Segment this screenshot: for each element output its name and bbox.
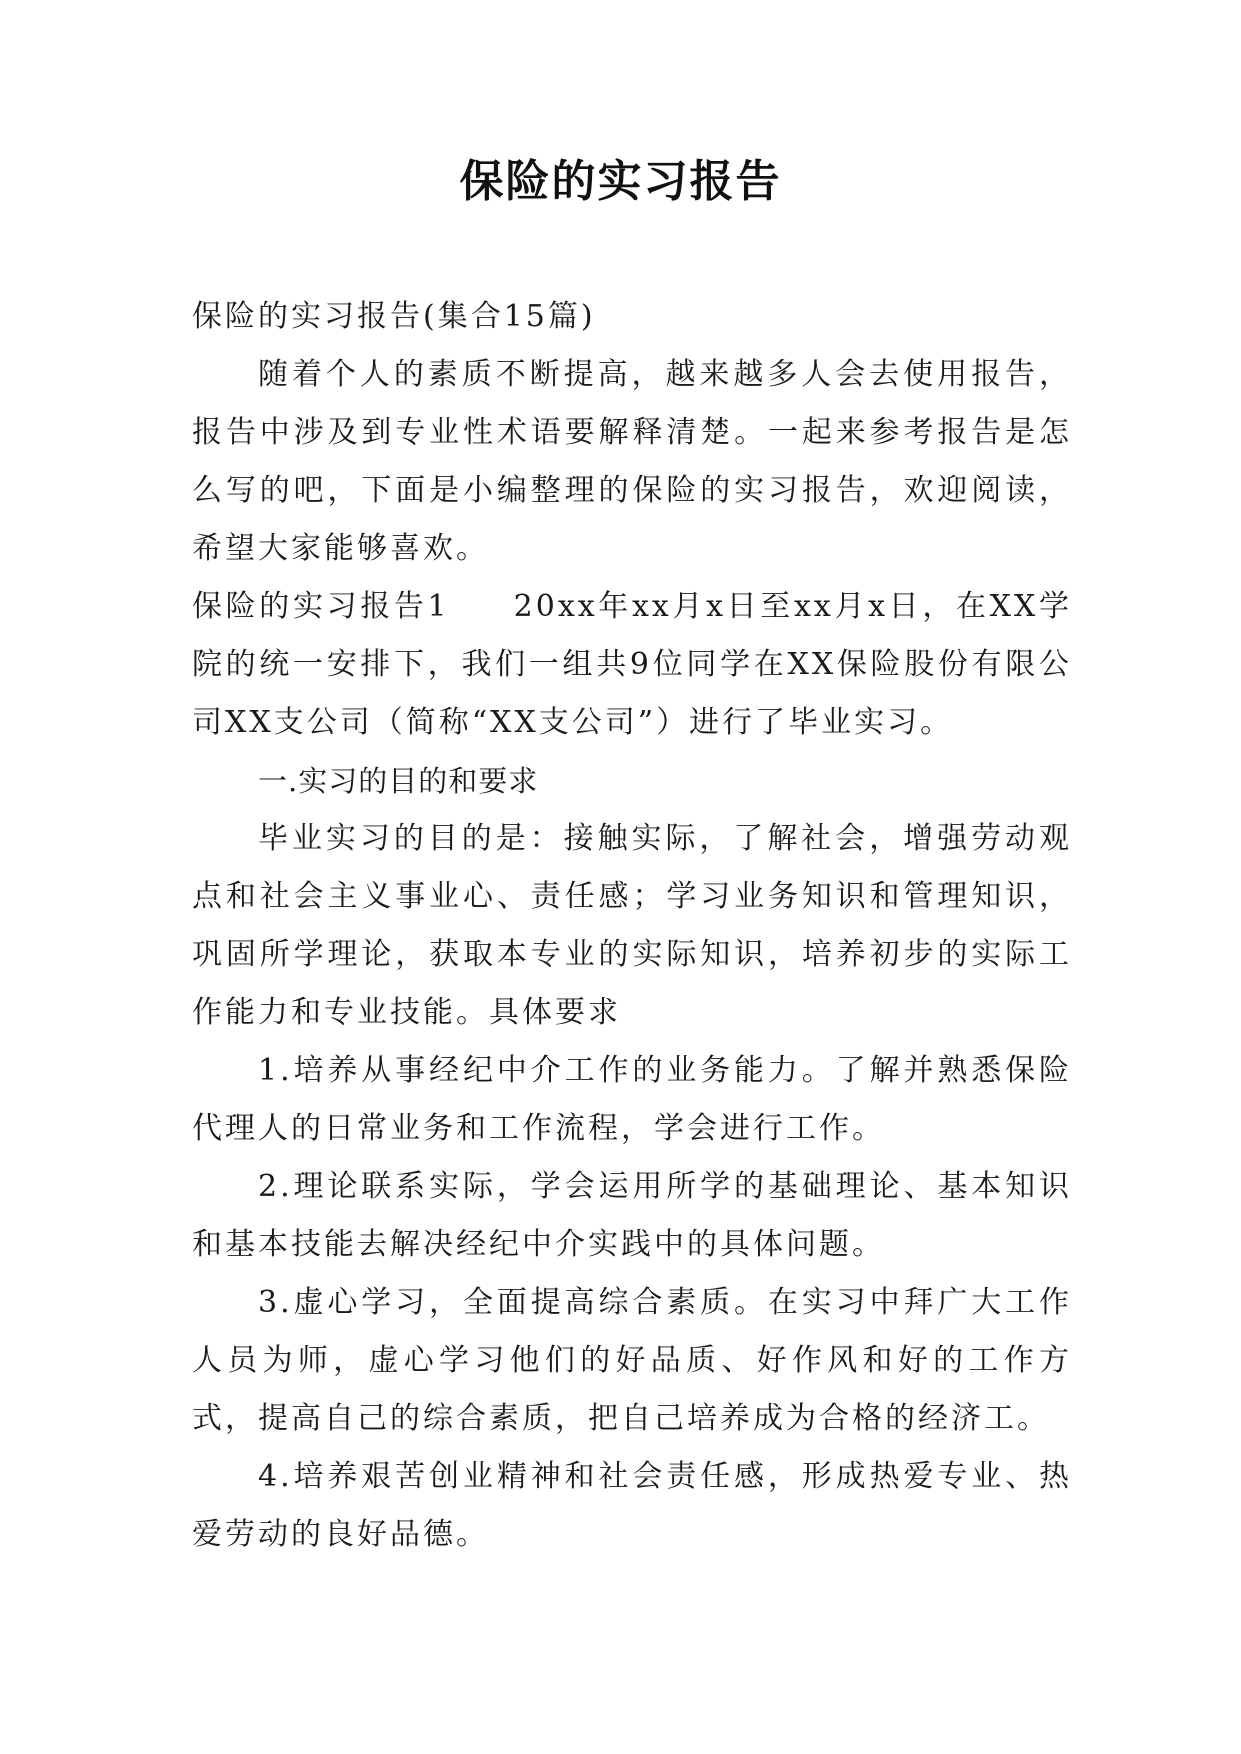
section-1-paragraph: 毕业实习的目的是：接触实际，了解社会，增强劳动观点和社会主义事业心、责任感；学习业务知识和管理知识，巩固所学理论，获取本专业的实际知识，培养初步的实际工作能力和专业技能。具体要求 [192,821,1072,1030]
document-subtitle: 保险的实习报告(集合15篇) [192,299,596,334]
report-1-paragraph [192,578,1072,752]
report-1-body: 20xx年xx月x日至xx月x日，在XX学院的统一安排下，我们一组共9位同学在XX保险股份有限公司XX支公司（简称“XX支公司”）进行了毕业实习。 [192,589,1072,740]
list-item: 4.培养艰苦创业精神和社会责任感，形成热爱专业、热爱劳动的良好品德。 [192,1459,1072,1552]
intro-paragraph: 随着个人的素质不断提高，越来越多人会去使用报告，报告中涉及到专业性术语要解释清楚。一起来参考报告是怎么写的吧，下面是小编整理的保险的实习报告，欢迎阅读，希望大家能够喜欢。 [192,357,1072,566]
section-1-heading: 一.实习的目的和要求 [258,764,539,798]
document-title: 保险的实习报告 [459,156,782,207]
list-item: 3.虚心学习，全面提高综合素质。在实习中拜广大工作人员为师，虚心学习他们的好品质、好作风和好的工作方式，提高自己的综合素质，把自己培养成为合格的经济工。 [192,1285,1072,1436]
report-1-heading: 保险的实习报告1 [192,589,450,624]
document-body [192,288,1072,1564]
list-item: 2.理论联系实际，学会运用所学的基础理论、基本知识和基本技能去解决经纪中介实践中的具体问题。 [192,1169,1072,1262]
list-item: 1.培养从事经纪中介工作的业务能力。了解并熟悉保险代理人的日常业务和工作流程，学会进行工作。 [192,1053,1072,1146]
